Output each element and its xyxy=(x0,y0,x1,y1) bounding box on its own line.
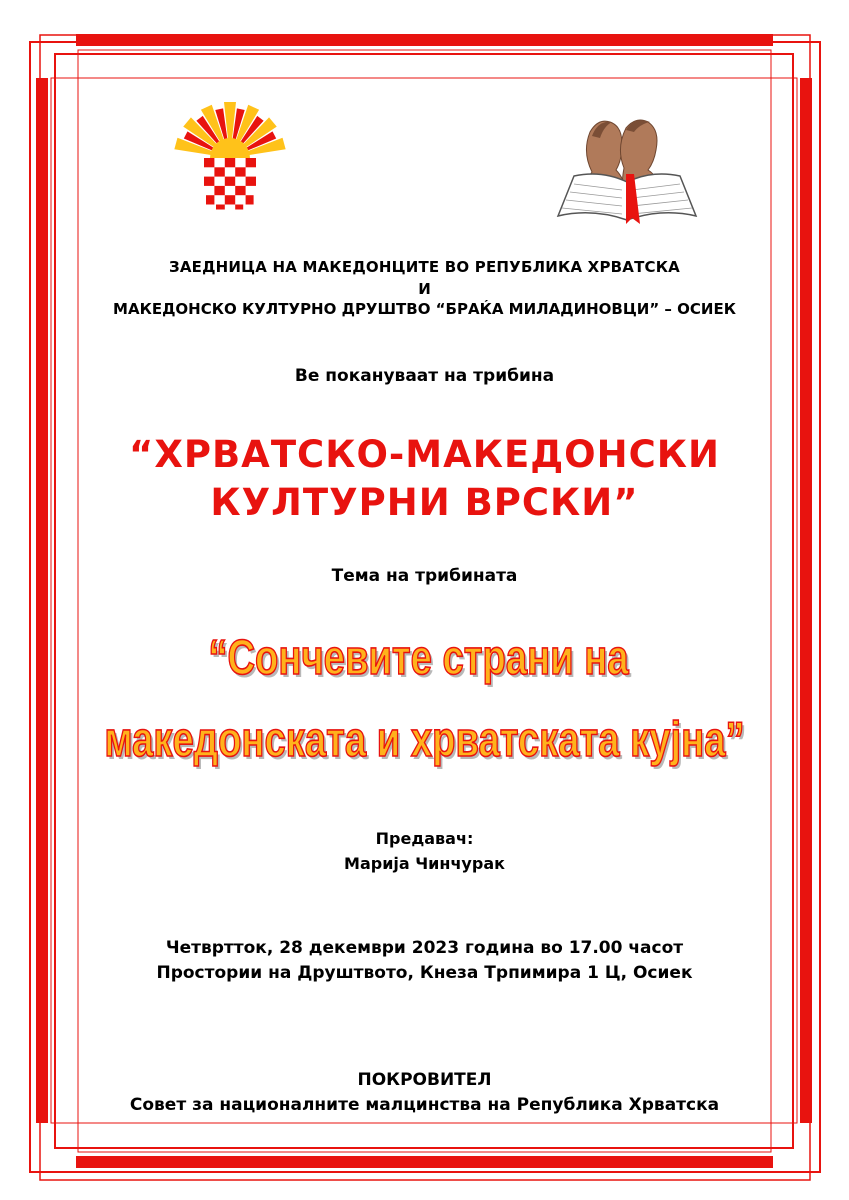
topic-line-2: македонската и хрватската кујна” xyxy=(104,713,745,767)
organization-1-heading: ЗАЕДНИЦА НА МАКЕДОНЦИТЕ ВО РЕПУБЛИКА ХРВАТСКА xyxy=(168,258,680,276)
lecturer-label: Предавач: xyxy=(375,829,474,848)
organization-conjunction: И xyxy=(418,280,431,298)
topic-label: Тема на трибината xyxy=(331,566,518,586)
event-date: Четвртток, 28 декември 2023 година во 17.00 часот xyxy=(165,938,684,958)
event-title-line-2: КУЛТУРНИ ВРСКИ” xyxy=(210,481,639,524)
organization-2-heading: МАКЕДОНСКО КУЛТУРНО ДРУШТВО “БРАЌА МИЛАДИНОВЦИ” – ОСИЕК xyxy=(113,300,736,318)
busts-over-book-logo-icon xyxy=(552,112,702,224)
sponsor-label: ПОКРОВИТЕЛ xyxy=(357,1070,492,1090)
invitation-text: Ве покануваат на трибина xyxy=(294,366,555,386)
sun-checkerboard-logo-icon xyxy=(172,100,288,216)
event-venue: Простории на Друштвото, Кнеза Трпимира 1 Ц, Осиек xyxy=(156,963,693,983)
event-title-line-1: “ХРВАТСКО-МАКЕДОНСКИ xyxy=(129,433,720,476)
sponsor-name: Совет за националните малцинства на Република Хрватска xyxy=(129,1095,720,1115)
lecturer-name: Марија Чинчурак xyxy=(344,854,505,873)
topic-line-1: “Сончевите страни на xyxy=(208,631,629,685)
